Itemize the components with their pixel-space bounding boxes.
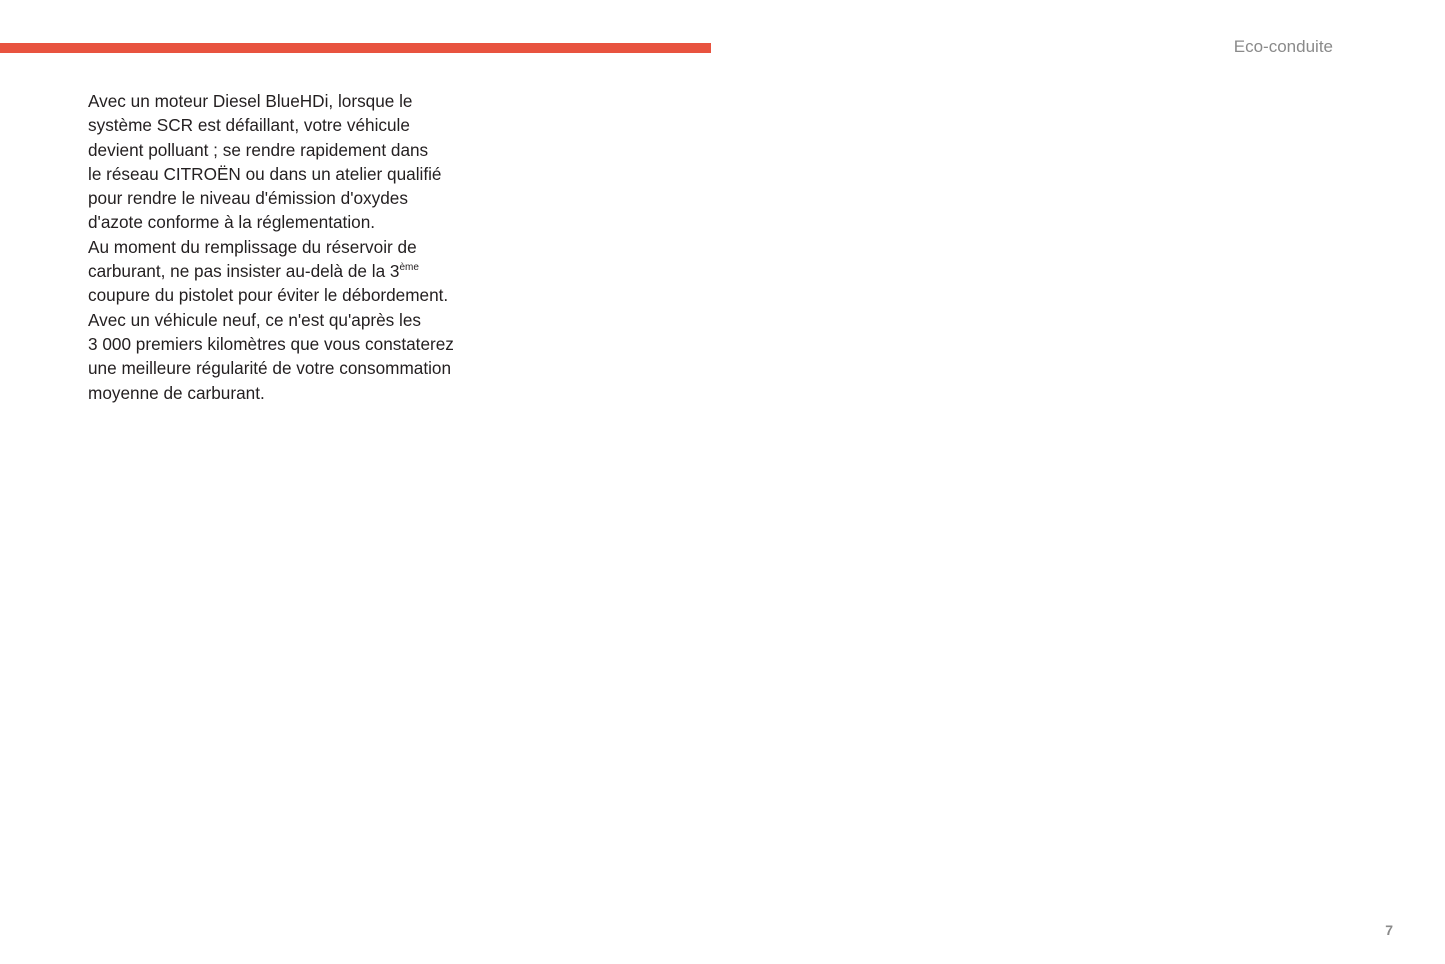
- paragraph-scr-warning: [88, 89, 498, 235]
- text-line: Avec un véhicule neuf, ce n'est qu'après les: [88, 309, 422, 330]
- text-line: coupure du pistolet pour éviter le débordement.: [88, 285, 449, 306]
- text-segment: carburant, ne pas insister au-delà de la 3: [88, 261, 400, 282]
- text-line: Au moment du remplissage du réservoir de: [88, 236, 417, 257]
- text-line: d'azote conforme à la réglementation.: [88, 212, 376, 233]
- text-line: une meilleure régularité de votre consommation: [88, 358, 452, 379]
- ordinal-superscript: ème: [399, 262, 419, 274]
- section-title: Eco-conduite: [1233, 37, 1333, 56]
- text-line: [88, 259, 498, 283]
- text-line: devient polluant ; se rendre rapidement dans: [88, 139, 429, 160]
- text-line: pour rendre le niveau d'émission d'oxydes: [88, 188, 408, 209]
- text-line: moyenne de carburant.: [88, 382, 265, 403]
- page-number: 7: [1385, 922, 1393, 938]
- body-text: [88, 89, 498, 405]
- paragraph-new-vehicle: [88, 308, 498, 405]
- text-line: 3 000 premiers kilomètres que vous constaterez: [88, 333, 454, 354]
- text-line: système SCR est défaillant, votre véhicule: [88, 115, 410, 136]
- paragraph-refuelling: [88, 235, 498, 308]
- text-line: Avec un moteur Diesel BlueHDi, lorsque le: [88, 91, 413, 111]
- text-line: le réseau CITROËN ou dans un atelier qualifié: [88, 163, 442, 184]
- header-accent-bar: [0, 43, 711, 53]
